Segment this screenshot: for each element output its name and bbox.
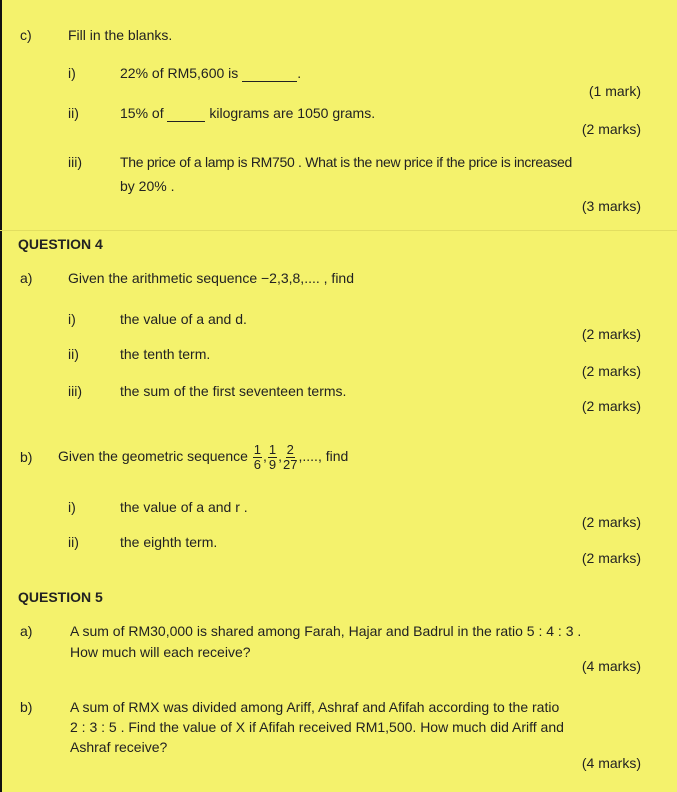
q5b-line2: 2 : 3 : 5 . Find the value of X if Afifah received RM1,500. How much did Ariff and [70, 719, 564, 735]
q5a-marks: (4 marks) [581, 658, 641, 674]
divider [0, 230, 677, 231]
denominator: 6 [253, 456, 262, 472]
q4b-i-num: i) [68, 499, 76, 515]
answer-blank [167, 105, 205, 122]
q4a-i-num: i) [68, 311, 76, 327]
fraction [253, 443, 262, 472]
q5a-line1: A sum of RM30,000 is shared among Farah, Hajar and Badrul in the ratio 5 : 4 : 3 . [70, 623, 582, 639]
q4b-ii-text: the eighth term. [120, 534, 218, 550]
c-i-marks: (1 mark) [588, 83, 641, 99]
numerator: 2 [286, 441, 294, 457]
c-ii-marks: (2 marks) [581, 121, 641, 137]
c-iii-num: iii) [68, 154, 82, 170]
q4b-label: b) [20, 449, 33, 465]
q4b-ii-marks: (2 marks) [581, 550, 641, 566]
c-ii-after: kilograms are 1050 grams. [209, 105, 376, 121]
q4a-i-text: the value of a and d. [120, 311, 247, 327]
q4b-i-text: the value of a and r . [120, 499, 248, 515]
part-c-label: c) [20, 27, 32, 43]
q4a-iii-marks: (2 marks) [581, 398, 641, 414]
q4b-ii-num: ii) [68, 534, 79, 550]
c-i-text [120, 65, 301, 82]
denominator: 27 [283, 456, 298, 472]
q4a-ii-num: ii) [68, 346, 79, 362]
c-iii-marks: (3 marks) [581, 198, 641, 214]
c-i-num: i) [68, 65, 76, 81]
q4b-i-marks: (2 marks) [581, 514, 641, 530]
c-i-after: . [297, 65, 302, 81]
q4a-iii-num: iii) [68, 383, 82, 399]
q5b-line3: Ashraf receive? [70, 739, 168, 755]
answer-blank [242, 65, 297, 82]
q5a-line2: How much will each receive? [70, 644, 251, 660]
part-c-title: Fill in the blanks. [68, 27, 173, 43]
question-5-heading: QUESTION 5 [18, 589, 103, 605]
q4a-iii-text: the sum of the first seventeen terms. [120, 383, 347, 399]
q4a-i-marks: (2 marks) [581, 326, 641, 342]
c-ii-num: ii) [68, 105, 79, 121]
denominator: 9 [268, 456, 277, 472]
fraction [268, 443, 277, 472]
q5b-marks: (4 marks) [581, 755, 641, 771]
q4a-label: a) [20, 270, 33, 286]
question-4-heading: QUESTION 4 [18, 236, 103, 252]
q4b-intro: Given the geometric sequence [58, 448, 248, 464]
c-iii-line1: The price of a lamp is RM750 . What is the new price if the price is increased [120, 154, 573, 170]
fraction [283, 443, 297, 472]
q4b-tail: ,...., find [298, 448, 349, 464]
numerator: 1 [268, 441, 277, 457]
c-ii-before: 15% of [120, 105, 164, 121]
numerator: 1 [253, 441, 262, 457]
q4a-ii-text: the tenth term. [120, 346, 211, 362]
q5b-line1: A sum of RMX was divided among Ariff, Ashraf and Afifah according to the ratio [70, 699, 560, 715]
q4b-text: Given the geometric sequence $\frac{1}{6}$ , $\frac{1}{9}$ , $\frac{2}{27}$ ,...., find [58, 441, 349, 472]
q4a-text: Given the arithmetic sequence −2,3,8,.... , find [68, 270, 354, 286]
c-ii-text [120, 105, 375, 122]
page-edge [0, 0, 2, 792]
q5a-label: a) [20, 623, 33, 639]
c-iii-line2: by 20% . [120, 178, 175, 194]
c-i-before: 22% of RM5,600 is [120, 65, 239, 81]
q5b-label: b) [20, 699, 33, 715]
q4a-ii-marks: (2 marks) [581, 363, 641, 379]
